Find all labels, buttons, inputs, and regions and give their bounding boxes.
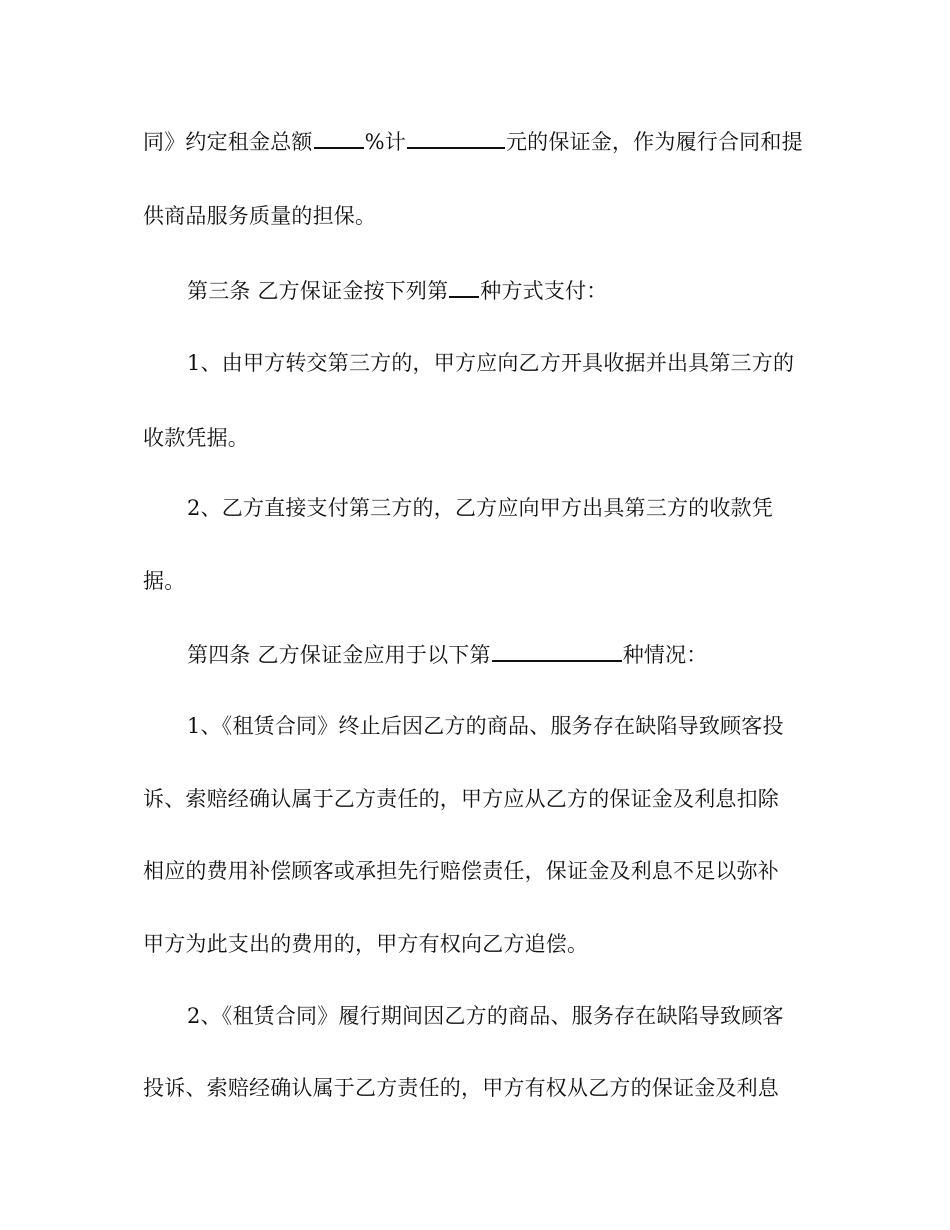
text-line: 诉、索赔经确认属于乙方责任的，甲方应从乙方的保证金及利息扣除 (143, 787, 779, 811)
article-heading (187, 641, 857, 668)
text-segment: 元的保证金，作为履行合同和提 (505, 130, 803, 154)
fill-in-blank (314, 128, 364, 149)
text-line: 1、《租赁合同》终止后因乙方的商品、服务存在缺陷导致顾客投 (187, 714, 784, 738)
text-line: 2、《租赁合同》履行期间因乙方的商品、服务存在缺陷导致顾客 (187, 1004, 784, 1028)
text-segment: 第三条 乙方保证金按下列第 (187, 279, 449, 303)
text-segment: 第四条 乙方保证金应用于以下第 (187, 643, 491, 667)
text-segment: 种情况： (622, 643, 708, 667)
text-segment: 同》约定租金总额 (143, 130, 313, 154)
fill-in-blank (407, 128, 505, 149)
text-line: 1、由甲方转交第三方的，甲方应向乙方开具收据并出具第三方的 (187, 351, 795, 375)
text-line: 甲方为此支出的费用的，甲方有权向乙方追偿。 (143, 932, 589, 956)
text-line: 相应的费用补偿顾客或承担先行赔偿责任，保证金及利息不足以弥补 (143, 859, 779, 883)
text-line: 供商品服务质量的担保。 (143, 204, 377, 228)
fill-in-blank (449, 277, 479, 298)
text-line: 据。 (143, 569, 186, 593)
text-line: 投诉、索赔经确认属于乙方责任的，甲方有权从乙方的保证金及利息 (143, 1076, 779, 1100)
text-segment: %计 (364, 130, 406, 154)
text-line: 2、乙方直接支付第三方的，乙方应向甲方出具第三方的收款凭 (187, 496, 773, 520)
article-heading (187, 277, 857, 304)
fill-in-blank (492, 641, 622, 662)
text-line: 收款凭据。 (143, 426, 249, 450)
text-segment: 种方式支付： (480, 279, 608, 303)
text-line (143, 128, 813, 155)
